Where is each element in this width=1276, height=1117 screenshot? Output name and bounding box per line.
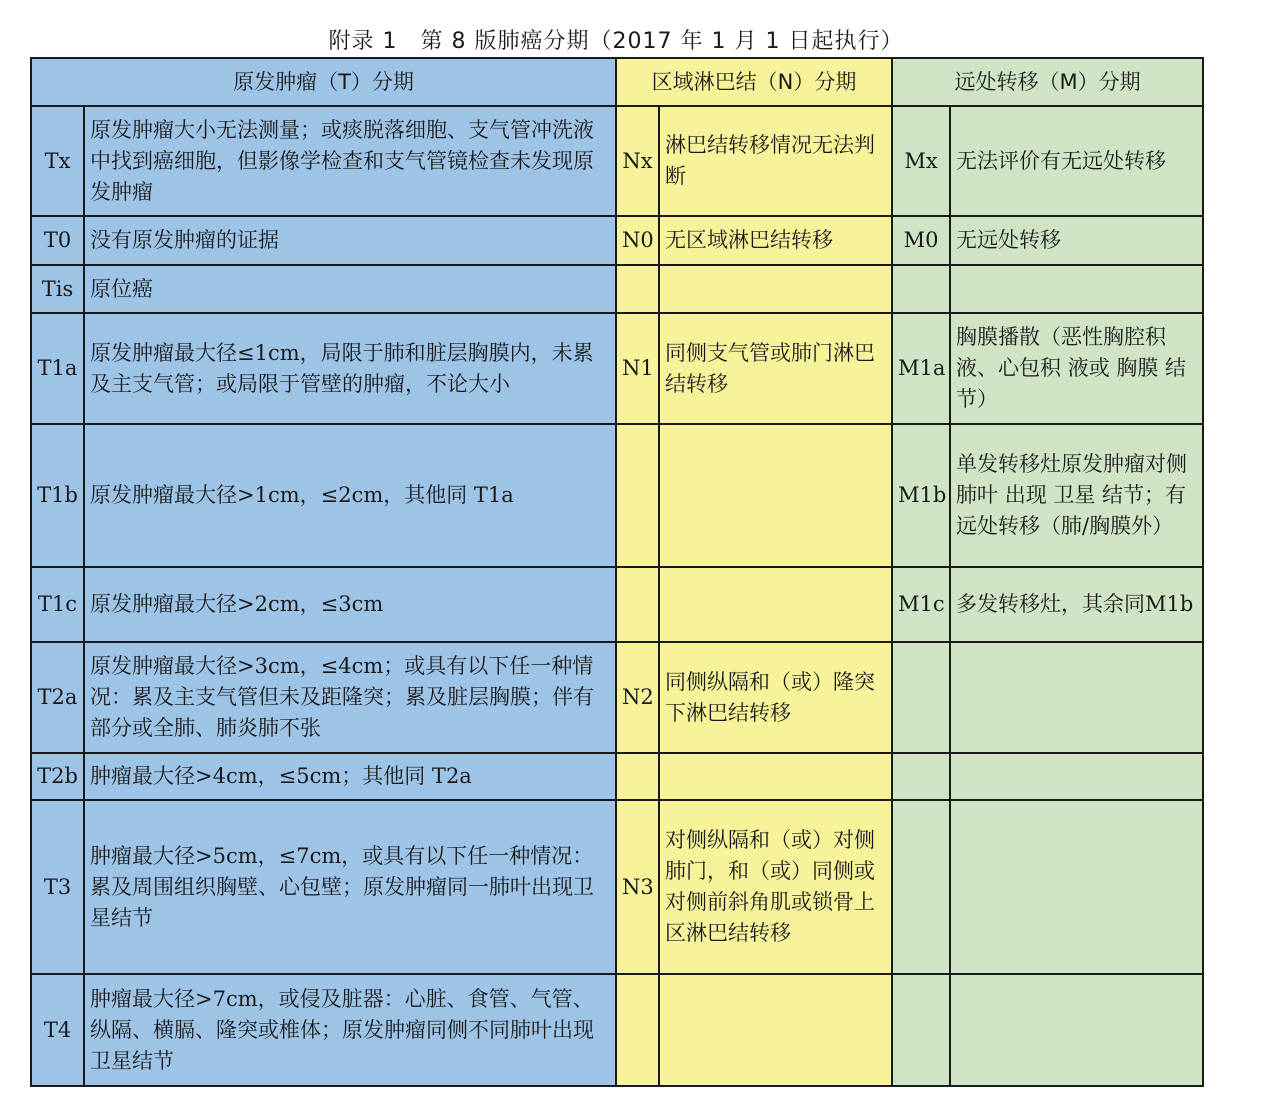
t-code: T1a [31, 313, 84, 424]
n-code [616, 753, 659, 800]
m-description [950, 265, 1203, 313]
m-description [950, 642, 1203, 753]
m-staging-header: 远处转移（M）分期 [892, 58, 1203, 106]
n-code: N2 [616, 642, 659, 753]
t-code: T3 [31, 800, 84, 974]
m-code: M1c [892, 567, 950, 642]
t-description: 没有原发肿瘤的证据 [84, 216, 616, 265]
m-code [892, 800, 950, 974]
n-code [616, 974, 659, 1086]
m-description: 多发转移灶，其余同M1b [950, 567, 1203, 642]
n-description: 同侧纵隔和（或）隆突下淋巴结转移 [659, 642, 892, 753]
m-code [892, 753, 950, 800]
m-description [950, 800, 1203, 974]
n-description: 对侧纵隔和（或）对侧肺门，和（或）同侧或对侧前斜角肌或锁骨上区淋巴结转移 [659, 800, 892, 974]
t-description: 原发肿瘤大小无法测量；或痰脱落细胞、支气管冲洗液中找到癌细胞，但影像学检查和支气管镜检查未发现原发肿瘤 [84, 106, 616, 216]
table-caption: 附录 1 第 8 版肺癌分期（2017 年 1 月 1 日起执行） [328, 29, 904, 54]
t-description: 肿瘤最大径>7cm，或侵及脏器：心脏、食管、气管、纵隔、横膈、隆突或椎体；原发肿瘤同侧不同肺叶出现卫星结节 [84, 974, 616, 1086]
t-description: 原发肿瘤最大径>1cm，≤2cm，其他同 T1a [84, 424, 616, 567]
m-description [950, 753, 1203, 800]
m-code: Mx [892, 106, 950, 216]
t-description: 原位癌 [84, 265, 616, 313]
n-description: 同侧支气管或肺门淋巴结转移 [659, 313, 892, 424]
table-row [31, 265, 1203, 313]
m-code [892, 265, 950, 313]
m-description [950, 974, 1203, 1086]
table-row [31, 216, 1203, 265]
n-description: 无区域淋巴结转移 [659, 216, 892, 265]
t-code: Tis [31, 265, 84, 313]
t-description: 肿瘤最大径>4cm，≤5cm；其他同 T2a [84, 753, 616, 800]
table-row [31, 313, 1203, 424]
table-row [31, 753, 1203, 800]
m-description: 无远处转移 [950, 216, 1203, 265]
table-row [31, 800, 1203, 974]
n-description [659, 424, 892, 567]
n-code: Nx [616, 106, 659, 216]
t-code: T4 [31, 974, 84, 1086]
n-description [659, 974, 892, 1086]
m-code: M0 [892, 216, 950, 265]
t-code: T1c [31, 567, 84, 642]
table-row [31, 424, 1203, 567]
m-description: 无法评价有无远处转移 [950, 106, 1203, 216]
table-row [31, 567, 1203, 642]
n-description [659, 753, 892, 800]
header-row [31, 58, 1203, 106]
t-description: 原发肿瘤最大径≤1cm，局限于肺和脏层胸膜内，未累及主支气管；或局限于管壁的肿瘤，不论大小 [84, 313, 616, 424]
n-code [616, 265, 659, 313]
table-row [31, 974, 1203, 1086]
n-code [616, 424, 659, 567]
m-code: M1a [892, 313, 950, 424]
n-code [616, 567, 659, 642]
m-description: 单发转移灶原发肿瘤对侧肺叶 出现 卫星 结节；有远处转移（肺/胸膜外） [950, 424, 1203, 567]
n-description [659, 265, 892, 313]
n-code: N0 [616, 216, 659, 265]
t-code: T2a [31, 642, 84, 753]
m-code [892, 642, 950, 753]
n-description: 淋巴结转移情况无法判断 [659, 106, 892, 216]
lung-cancer-staging-table [30, 57, 1204, 1087]
m-code [892, 974, 950, 1086]
n-staging-header: 区域淋巴结（N）分期 [616, 58, 892, 106]
t-staging-header: 原发肿瘤（T）分期 [31, 58, 616, 106]
t-description: 原发肿瘤最大径>3cm，≤4cm；或具有以下任一种情况：累及主支气管但未及距隆突；累及脏层胸膜；伴有部分或全肺、肺炎肺不张 [84, 642, 616, 753]
n-code: N1 [616, 313, 659, 424]
table-row [31, 106, 1203, 216]
t-code: T0 [31, 216, 84, 265]
t-description: 原发肿瘤最大径>2cm，≤3cm [84, 567, 616, 642]
t-description: 肿瘤最大径>5cm，≤7cm，或具有以下任一种情况：累及周围组织胸壁、心包壁；原发肿瘤同一肺叶出现卫星结节 [84, 800, 616, 974]
t-code: T2b [31, 753, 84, 800]
t-code: Tx [31, 106, 84, 216]
n-description [659, 567, 892, 642]
table-row [31, 642, 1203, 753]
m-description: 胸膜播散（恶性胸腔积液、心包积 液或 胸膜 结节） [950, 313, 1203, 424]
t-code: T1b [31, 424, 84, 567]
m-code: M1b [892, 424, 950, 567]
n-code: N3 [616, 800, 659, 974]
